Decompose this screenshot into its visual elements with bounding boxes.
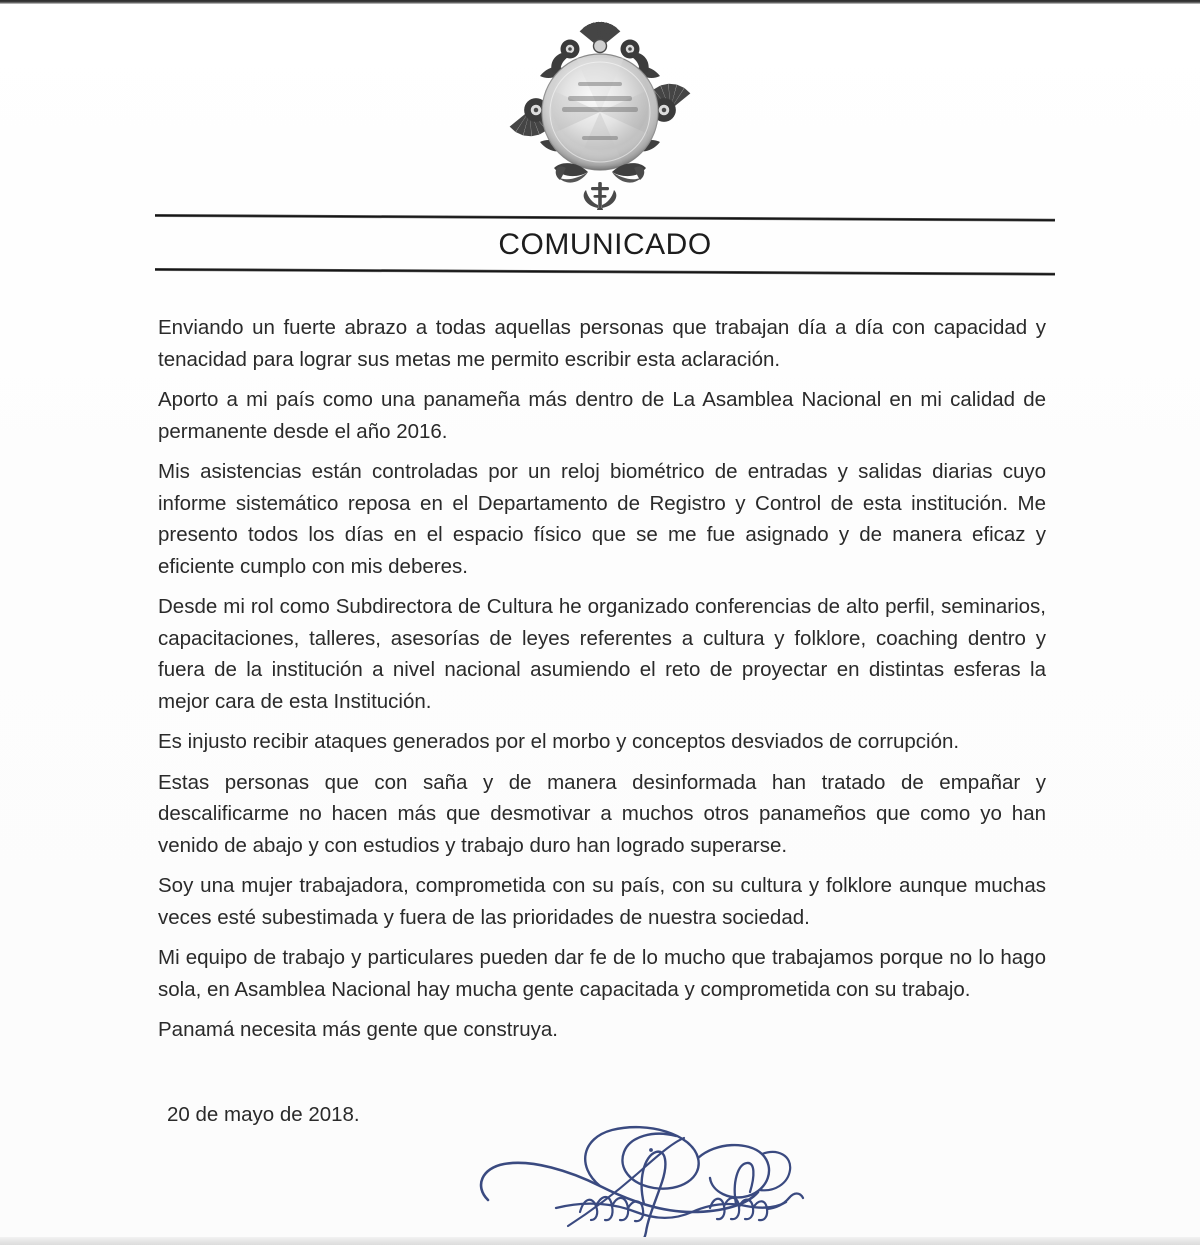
- scan-bottom-edge: [0, 1237, 1200, 1245]
- body-paragraph: Aporto a mi país como una panameña más dentro de La Asamblea Nacional en mi calidad de permanente desde el año 2016.: [158, 388, 1046, 443]
- body-paragraph: Estas personas que con saña y de manera desinformada han tratado de empañar y descalificarme no hacen más que desmotivar a muchos otros panameños que como yo han venido de abajo y con estudios y trabajo duro han logrado superarse.: [158, 770, 1046, 857]
- body-paragraph: Es injusto recibir ataques generados por el morbo y conceptos desviados de corrupción.: [158, 730, 960, 753]
- body-paragraph: Mis asistencias están controladas por un reloj biométrico de entradas y salidas diarias cuyo informe sistemático reposa en el Departamento de Registro y Control de esta institución. Me presento todos los días en el espacio físico que se me fue asignado y de manera eficaz y eficiente cumplo con mis deberes.: [158, 460, 1046, 578]
- body-paragraph: Enviando un fuerte abrazo a todas aquellas personas que trabajan día a día con capacidad y tenacidad para lograr sus metas me permito escribir esta aclaración.: [158, 316, 1046, 371]
- document-date: 20 de mayo de 2018.: [167, 1103, 360, 1126]
- document-body: [158, 312, 1046, 1046]
- body-paragraph: Desde mi rol como Subdirectora de Cultura he organizado conferencias de alto perfil, seminarios, capacitaciones, talleres, asesorías de leyes referentes a cultura y folklore, coaching dentro y fuera de la institución a nivel nacional asumiendo el reto de proyectar en distintas esferas la mejor cara de esta Institución.: [158, 595, 1046, 713]
- body-paragraph: Panamá necesita más gente que construya.: [158, 1018, 558, 1041]
- body-paragraph: Mi equipo de trabajo y particulares pueden dar fe de lo mucho que trabajamos porque no lo hago sola, en Asamblea Nacional hay mucha gente capacitada y comprometida con su trabajo.: [158, 946, 1046, 1001]
- page-title: COMUNICADO: [498, 228, 712, 261]
- body-paragraph: Soy una mujer trabajadora, comprometida con su país, con su cultura y folklore aunque muchas veces esté subestimada y fuera de las prioridades de nuestra sociedad.: [158, 874, 1046, 929]
- handwritten-signature: [448, 1108, 848, 1245]
- ornamental-seal-emblem: [490, 14, 710, 210]
